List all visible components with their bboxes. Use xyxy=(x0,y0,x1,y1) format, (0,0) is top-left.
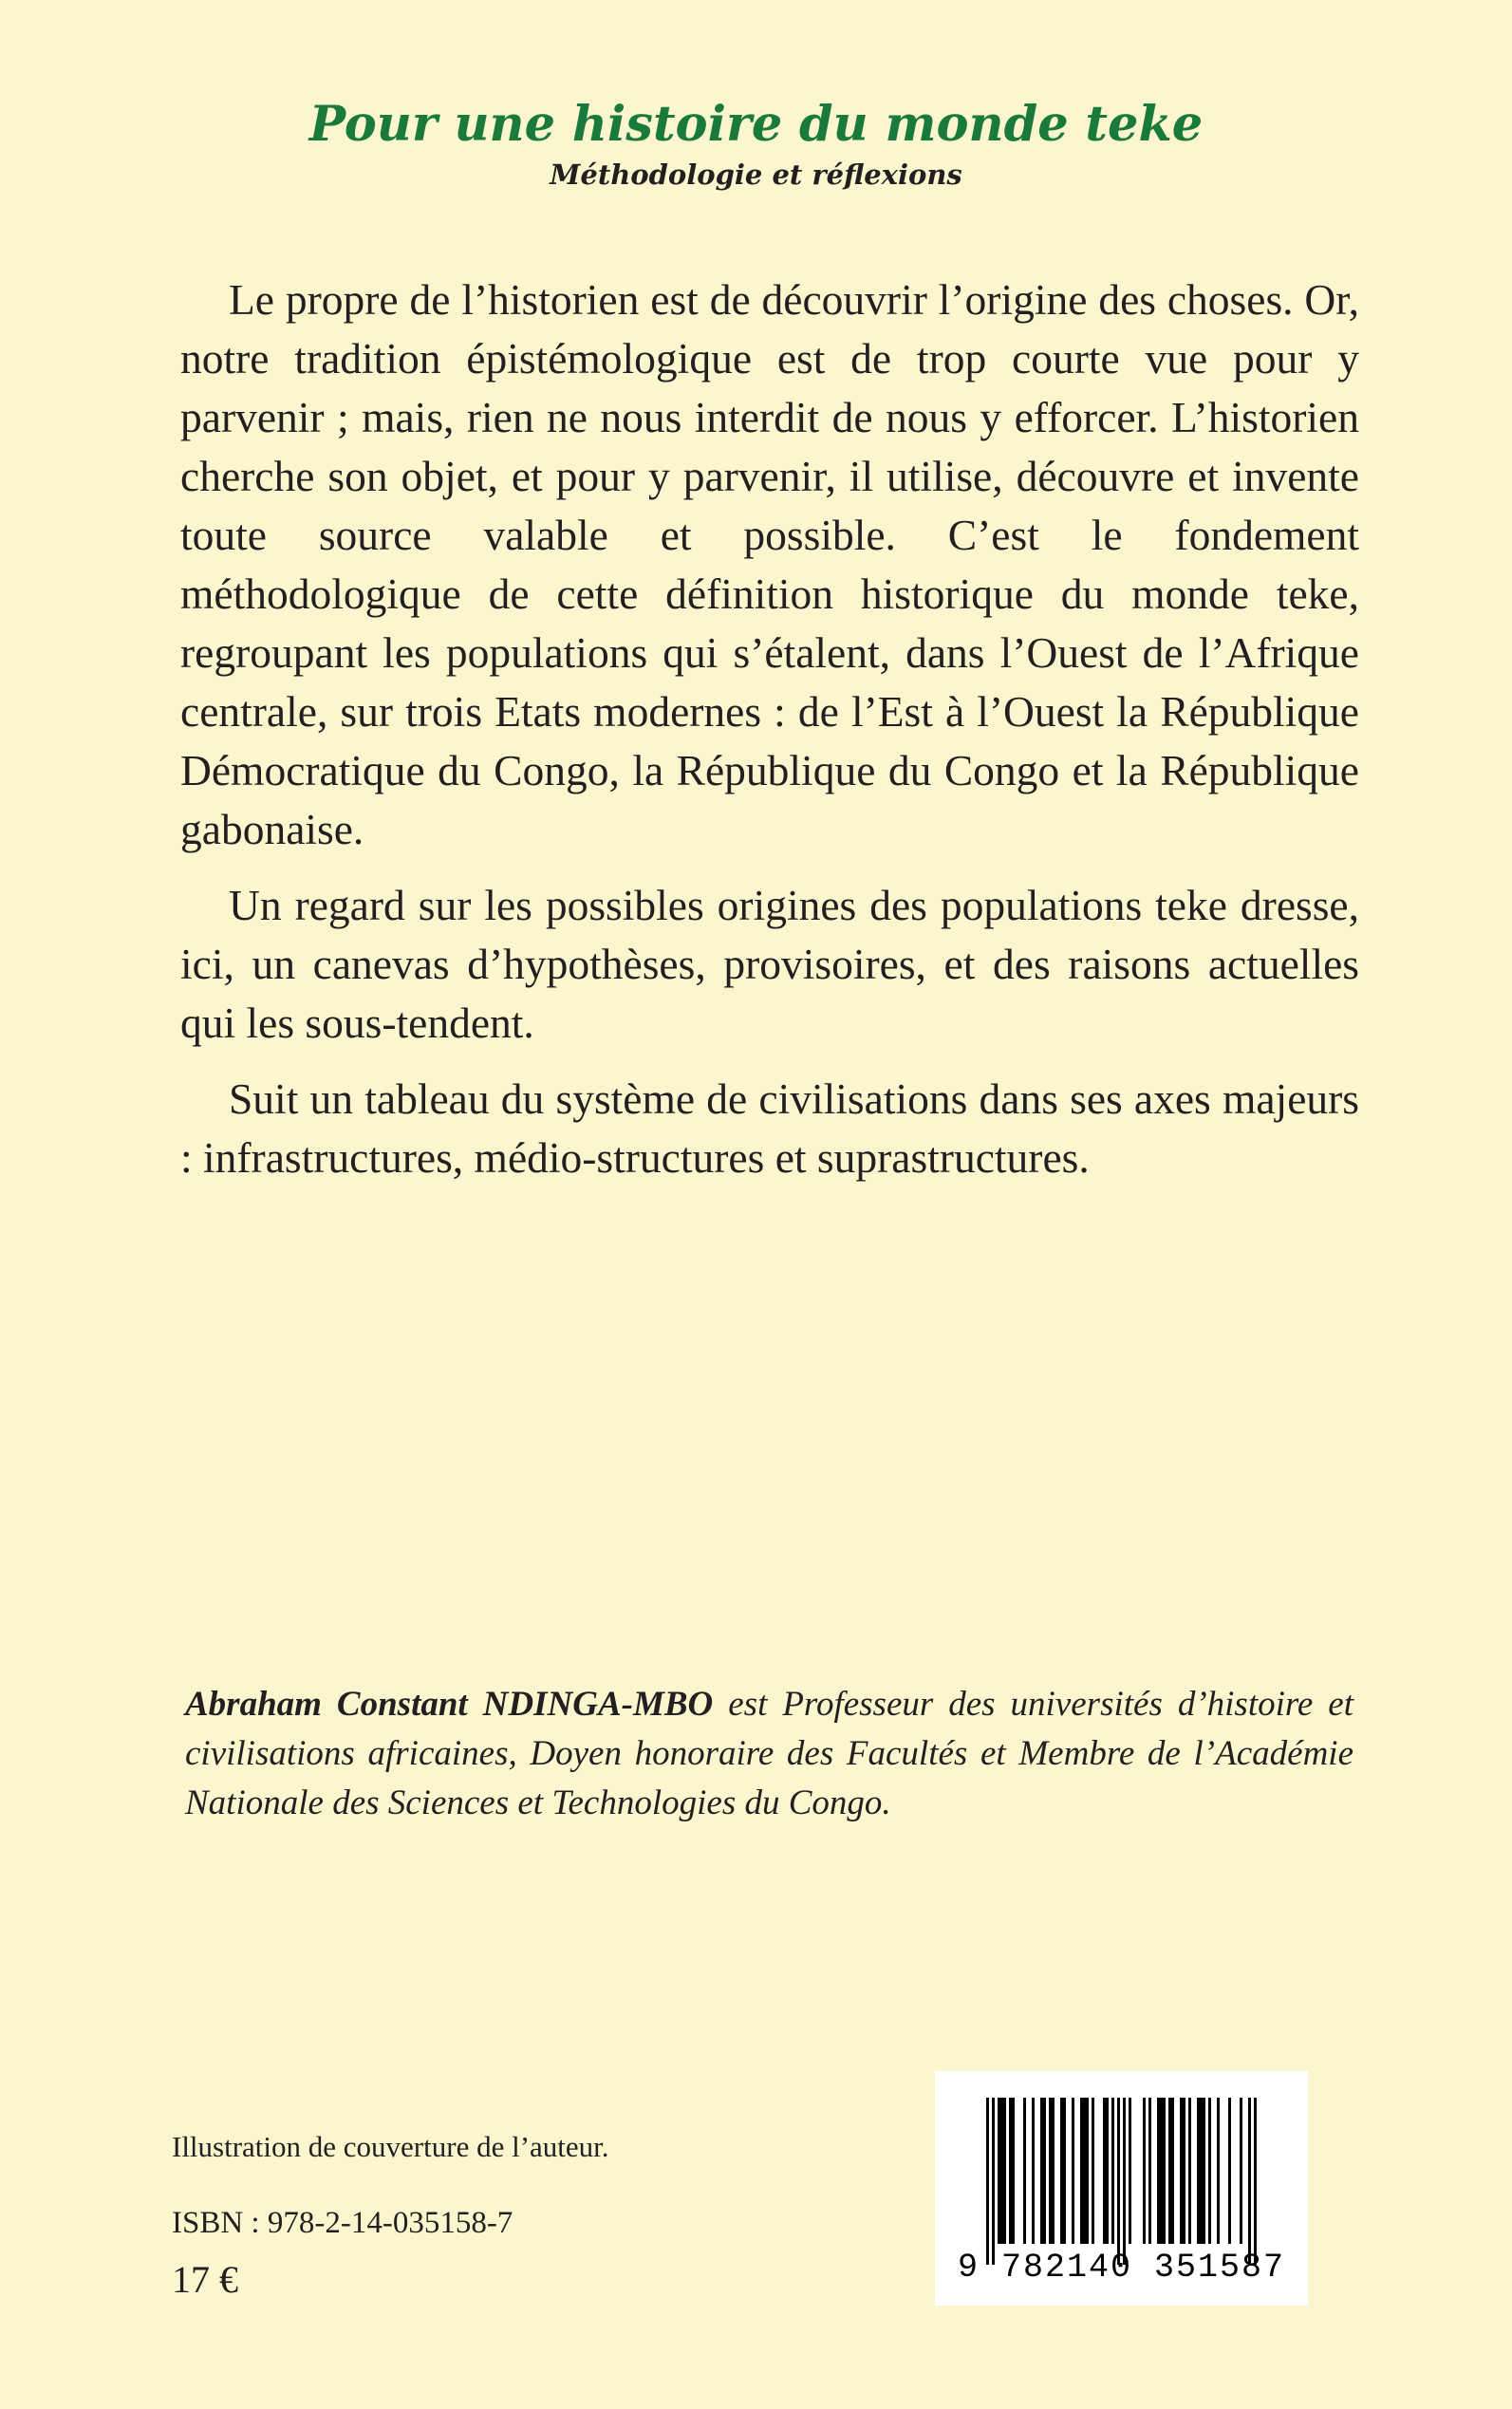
barcode-bar xyxy=(1111,2098,1114,2244)
barcode-bar xyxy=(1163,2098,1166,2244)
barcode-bar xyxy=(1086,2098,1089,2244)
blurb xyxy=(180,271,1359,1204)
barcode-bar xyxy=(992,2098,995,2265)
barcode-bar xyxy=(1143,2098,1146,2244)
author-description: est Professeur des universités d’histoire et civilisations africaines, Doyen honoraire des Facultés et Membre de l’Académie Nationale des Sciences et Technologies du Congo. xyxy=(185,1685,1354,1822)
barcode-bar xyxy=(1103,2098,1106,2244)
book-subtitle: Méthodologie et réflexions xyxy=(550,159,962,191)
barcode-bar xyxy=(1129,2098,1131,2244)
barcode-bar xyxy=(1157,2098,1160,2244)
book-title: Pour une histoire du monde teke xyxy=(308,96,1204,153)
barcode-bar xyxy=(1012,2098,1015,2244)
barcode-bar xyxy=(1188,2098,1191,2244)
barcode xyxy=(935,2071,1308,2306)
barcode-bar xyxy=(1203,2098,1205,2244)
barcode-bar xyxy=(1106,2098,1109,2244)
barcode-bar xyxy=(1168,2098,1171,2244)
barcode-bar xyxy=(1240,2098,1242,2244)
barcode-bar xyxy=(1060,2098,1063,2244)
barcode-bar xyxy=(1023,2098,1026,2244)
barcode-bar xyxy=(1148,2098,1151,2244)
blurb-paragraph: Suit un tableau du système de civilisations dans ses axes majeurs : infrastructures, médio-structures et suprastructures. xyxy=(180,1074,1359,1182)
author-bio xyxy=(185,1680,1353,1828)
barcode-bar xyxy=(986,2098,989,2265)
barcode-bar xyxy=(1200,2098,1203,2244)
barcode-bar xyxy=(1003,2098,1006,2244)
barcode-bar xyxy=(1040,2098,1043,2244)
isbn: ISBN : 978-2-14-035158-7 xyxy=(172,2206,513,2240)
barcode-bar xyxy=(1049,2098,1052,2244)
barcode-bar xyxy=(1063,2098,1066,2244)
barcode-bar xyxy=(1080,2098,1083,2244)
barcode-bar xyxy=(1052,2098,1055,2244)
barcode-bar xyxy=(1123,2098,1126,2265)
barcode-bar xyxy=(1183,2098,1185,2244)
barcode-bar xyxy=(1208,2098,1211,2244)
barcode-bar xyxy=(1160,2098,1163,2244)
barcode-bar xyxy=(1009,2098,1012,2244)
illustration-credit: Illustration de couverture de l’auteur. xyxy=(172,2130,609,2163)
author-name: Abraham Constant NDINGA-MBO xyxy=(185,1685,714,1724)
barcode-digits: 9 782140 351587 xyxy=(957,2249,1286,2287)
barcode-bar xyxy=(1092,2098,1094,2244)
barcode-bar xyxy=(1117,2098,1120,2265)
barcode-bar xyxy=(1171,2098,1174,2244)
barcode-bar xyxy=(1043,2098,1046,2244)
blurb-paragraph: Le propre de l’historien est de découvrir l’origine des choses. Or, notre tradition épistémologique est de trop courte vue pour y parvenir ; mais, rien ne nous interdit de nous y efforcer. L’historien cherche son objet, et pour y parvenir, il utilise, découvre et invente toute source valable et possible. C’est le fondement méthodologique de cette définition historique du monde teke, regroupant les populations qui s’étalent, dans l’Ouest de l’Afrique centrale, sur trois Etats modernes : de l’Est à l’Ouest la République Démocratique du Congo, la République du Congo et la République gabonaise. xyxy=(180,275,1359,853)
barcode-bar xyxy=(1248,2098,1251,2265)
barcode-bar xyxy=(1072,2098,1074,2244)
barcode-bar xyxy=(1083,2098,1086,2244)
barcode-bar xyxy=(1000,2098,1003,2244)
barcode-bar xyxy=(1180,2098,1183,2244)
barcode-bar xyxy=(1032,2098,1035,2244)
barcode-bar xyxy=(1217,2098,1220,2244)
blurb-paragraph: Un regard sur les possibles origines des populations teke dresse, ici, un canevas d’hypothèses, provisoires, et des raisons actuelles qui les sous-tendent. xyxy=(180,881,1359,1047)
barcode-bar xyxy=(998,2098,1000,2244)
barcode-bar xyxy=(1228,2098,1231,2244)
barcode-bar xyxy=(1197,2098,1200,2244)
barcode-bar xyxy=(1254,2098,1257,2265)
price: 17 € xyxy=(172,2258,238,2301)
